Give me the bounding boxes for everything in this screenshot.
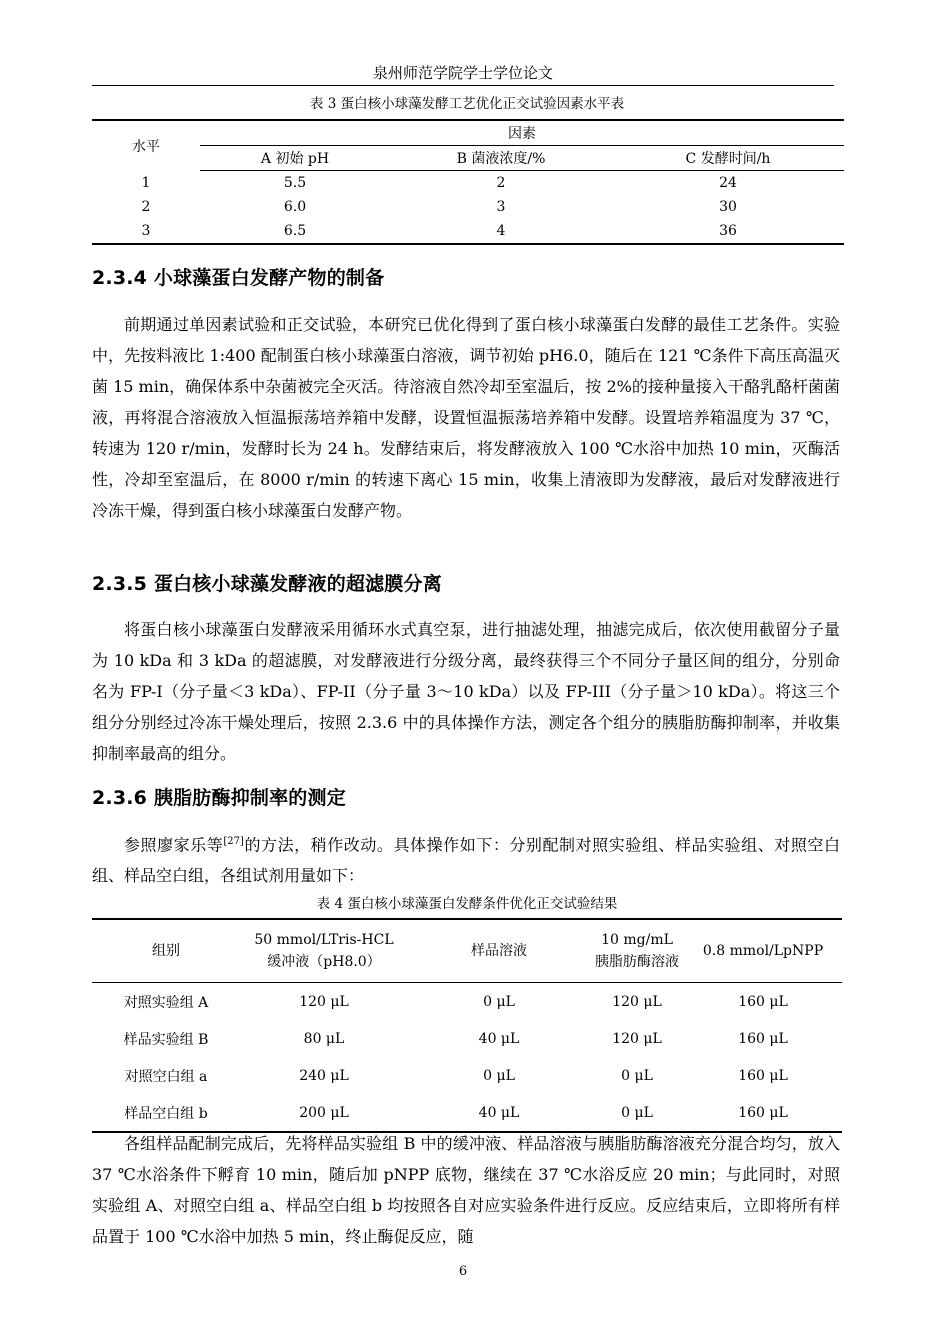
section-236-heading: 2.3.6 胰脂肪酶抑制率的测定 (92, 787, 346, 809)
table4-caption: 表 4 蛋白核小球藻蛋白发酵条件优化正交试验结果 (316, 896, 618, 912)
table-cell: 240 μL (299, 1067, 349, 1084)
table-cell: 对照实验组 A (123, 994, 209, 1011)
table-cell: 5.5 (283, 175, 307, 191)
table-cell: 30 (719, 199, 737, 215)
page-number: 6 (458, 1264, 468, 1279)
table3-caption: 表 3 蛋白核小球藻发酵工艺优化正交试验因素水平表 (309, 96, 625, 112)
table-cell: 0 μL (483, 1067, 515, 1084)
factor-header: 因素 (508, 126, 536, 142)
table-cell: 0 μL (483, 993, 515, 1010)
table-row (92, 195, 844, 219)
table-cell: 40 μL (478, 1030, 520, 1047)
table-cell: 0 μL (621, 1104, 653, 1121)
table-cell: 160 μL (738, 1030, 788, 1047)
column-header: 50 mmol/LTris-HCL 缓冲液（pH8.0） (240, 919, 408, 983)
table-cell: 样品空白组 b (124, 1105, 208, 1122)
running-header: 泉州师范学院学士学位论文 (372, 64, 553, 82)
paragraph-text: 的方法，稍作改动。具体操作如下：分别配制对照实验组、样品实验组、对照空白组、样品空白组，各组试剂用量如下： (92, 835, 840, 886)
section-234-heading: 2.3.4 小球藻蛋白发酵产物的制备 (92, 267, 385, 289)
table4-reagent-dosage (92, 918, 842, 1133)
column-header: 0.8 mmol/LpNPP (684, 919, 842, 983)
section-235-heading: 2.3.5 蛋白核小球藻发酵液的超滤膜分离 (92, 573, 442, 595)
table-cell: 120 μL (612, 993, 662, 1010)
column-header: B 菌液浓度/% (390, 146, 612, 171)
table-cell: 样品实验组 B (123, 1031, 209, 1048)
table-cell: 120 μL (299, 993, 349, 1010)
table-cell: 2 (141, 199, 151, 215)
table-row (92, 983, 842, 1021)
table-cell: 36 (719, 223, 737, 239)
table-row (92, 219, 844, 244)
table-cell: 6.5 (283, 223, 307, 239)
table-cell: 3 (496, 199, 506, 215)
table-cell: 0 μL (621, 1067, 653, 1084)
table-cell: 200 μL (299, 1104, 349, 1121)
citation-ref: [27] (223, 836, 244, 847)
table-cell: 6.0 (283, 199, 307, 215)
table-row (92, 1057, 842, 1094)
table-cell: 1 (141, 174, 151, 191)
table-cell: 160 μL (738, 993, 788, 1010)
column-header: 样品溶液 (408, 919, 590, 983)
column-header: A 初始 pH (200, 146, 390, 171)
table3-factor-levels (92, 119, 844, 245)
header-rule (92, 85, 834, 86)
column-header: 10 mg/mL 胰脂肪酶溶液 (590, 919, 684, 983)
closing-paragraph: 各组样品配制完成后，先将样品实验组 B 中的缓冲液、样品溶液与胰脂肪酶溶液充分混合均匀，放入 37 ℃水浴条件下孵育 10 min，随后加 pNPP 底物，继续在 37 ℃水浴反应 20 min；与此同时，对照实验组 A、对照空白组 a、样品空白组 b 均按照各自对应实验条件进行反应。反应结束后，立即将所有样品置于 100 ℃水浴中加热 5 min，终止酶促反应，随 (92, 1134, 840, 1246)
table-row (92, 1020, 842, 1057)
table-cell: 3 (141, 223, 151, 239)
table-cell: 160 μL (738, 1104, 788, 1121)
table-cell: 对照空白组 a (124, 1068, 208, 1085)
column-header: C 发酵时间/h (612, 146, 844, 171)
table-cell: 120 μL (612, 1030, 662, 1047)
table-cell: 24 (719, 175, 737, 191)
table-row (92, 171, 844, 196)
level-header: 水平 (132, 138, 160, 155)
table-cell: 2 (496, 175, 506, 191)
section-236-paragraph (92, 826, 840, 891)
table-cell: 40 μL (478, 1104, 520, 1121)
table-cell: 4 (496, 223, 506, 239)
section-234-paragraph: 前期通过单因素试验和正交试验，本研究已优化得到了蛋白核小球藻蛋白发酵的最佳工艺条件。实验中，先按料液比 1:400 配制蛋白核小球藻蛋白溶液，调节初始 pH6.0，随后在 121 ℃条件下高压高温灭菌 15 min，确保体系中杂菌被完全灭活。待溶液自然冷却至室温后，按 2%的接种量接入干酪乳酪杆菌菌液，再将混合溶液放入恒温振荡培养箱中发酵，设置恒温振荡培养箱中发酵。设置培养箱温度为 37 ℃，转速为 120 r/min，发酵时长为 24 h。发酵结束后，将发酵液放入 100 ℃水浴中加热 10 min，灭酶活性，冷却至室温后，在 8000 r/min 的转速下离心 15 min，收集上清液即为发酵液，最后对发酵液进行冷冻干燥，得到蛋白核小球藻蛋白发酵产物。 (92, 315, 840, 520)
column-header: 组别 (92, 919, 240, 983)
table-cell: 80 μL (303, 1030, 345, 1047)
section-235-paragraph: 将蛋白核小球藻蛋白发酵液采用循环水式真空泵，进行抽滤处理，抽滤完成后，依次使用截留分子量为 10 kDa 和 3 kDa 的超滤膜，对发酵液进行分级分离，最终获得三个不同分子量区间的组分，分别命名为 FP-I（分子量＜3 kDa）、FP-II（分子量 3～10 kDa）以及 FP-III（分子量＞10 kDa）。将这三个组分分别经过冷冻干燥处理后，按照 2.3.6 中的具体操作方法，测定各个组分的胰脂肪酶抑制率，并收集抑制率最高的组分。 (92, 620, 840, 763)
table-cell: 160 μL (738, 1067, 788, 1084)
table-row (92, 1094, 842, 1132)
paragraph-text: 参照廖家乐等 (124, 835, 224, 855)
